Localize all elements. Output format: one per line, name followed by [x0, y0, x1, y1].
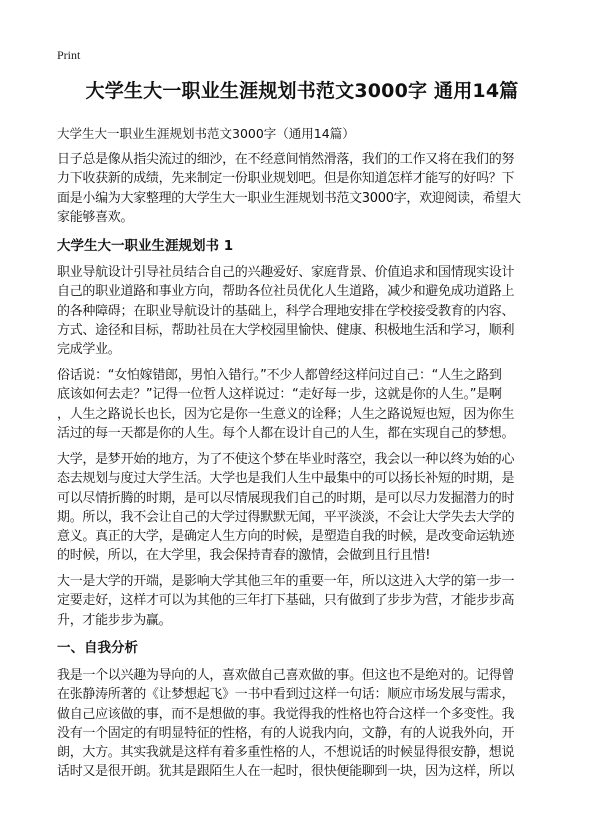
- section-heading-1: 大学生大一职业生涯规划书 1: [57, 238, 234, 254]
- text-line: 职业导航设计引导社员结合自己的兴趣爱好、家庭背景、价值追求和国情现实设计: [57, 265, 515, 280]
- text-line: 做自己应该做的事，而不是想做的事。我觉得我的性格也符合这样一个多变性。我: [57, 706, 515, 722]
- text-line: 家能够喜欢。: [57, 209, 134, 225]
- text-line: 活过的每一天都是你的人生。每个人都在设计自己的人生，都在实现自己的梦想。: [57, 425, 515, 441]
- text-line: 方式、途径和目标，帮助社员在大学校园里愉快、健康、积极地生活和学习，顺利: [57, 322, 515, 338]
- paragraph-2: [57, 366, 547, 443]
- text-line: 日子总是像从指尖流过的细沙，在不经意间悄然滑落，我们的工作又将在我们的努: [57, 152, 515, 167]
- text-line: 俗话说：“女怕嫁错郎，男怕入错行。”不少人都曾经这样问过自己：“人生之路到: [57, 368, 502, 383]
- text-line: 底该如何去走？”记得一位哲人这样说过：“走好每一步，这就是你的人生。”是啊: [57, 387, 502, 403]
- document-subtitle: 大学生大一职业生涯规划书范文3000字（通用14篇）: [57, 126, 355, 141]
- text-line: 的各种障碍；在职业导航设计的基础上，科学合理地安排在学校接受教育的内容、: [57, 303, 515, 319]
- text-line: 升，才能步步为赢。: [57, 612, 172, 628]
- paragraph-3: [57, 450, 547, 566]
- text-line: 大学，是梦开始的地方，为了不使这个梦在毕业时落空，我会以一种以终为始的心: [57, 452, 515, 467]
- paragraph-1: [57, 263, 547, 359]
- text-line: 的时候，所以，在大学里，我会保持青春的激情，会做到且行且惜!: [57, 548, 431, 564]
- intro-paragraph: [57, 150, 547, 227]
- paragraph-4: [57, 572, 547, 630]
- text-line: 力下收获新的成绩，先来制定一份职业规划吧。但是你知道怎样才能写的好吗？下: [57, 171, 515, 187]
- text-line: 定要走好，这样才可以为其他的三年打下基础，只有做到了步步为营，才能步步高: [57, 593, 515, 609]
- text-line: ，人生之路说长也长，因为它是你一生意义的诠释；人生之路说短也短，因为你生: [57, 406, 515, 422]
- document-title: 大学生大一职业生涯规划书范文3000字 通用14篇: [85, 80, 519, 102]
- text-line: 在张静涛所著的《让梦想起飞》一书中看到过这样一句话：顺应市场发展与需求，: [57, 687, 515, 703]
- section-heading-2: 一、自我分析: [57, 640, 138, 656]
- text-line: 话时又是很开朗。犹其是跟陌生人在一起时，很快便能聊到一块，因为这样，所以: [57, 764, 515, 780]
- text-line: 朗，大方。其实我就是这样有着多重性格的人，不想说话的时候显得很安静，想说: [57, 745, 515, 761]
- text-line: 意义。真正的大学，是确定人生方向的时候，是塑造自我的时候，是改变命运轨迹: [57, 529, 515, 545]
- text-line: 没有一个固定的有明显特征的性格，有的人说我内向，文静，有的人说我外向，开: [57, 725, 515, 741]
- text-line: 态去规划与度过大学生活。大学也是我们人生中最集中的可以扬长补短的时期，是: [57, 471, 515, 487]
- text-line: 期。所以，我不会让自己的大学过得默默无闻，平平淡淡，不会让大学失去大学的: [57, 509, 515, 525]
- text-line: 自己的职业道路和事业方向，帮助各位社员优化人生道路，减少和避免成功道路上: [57, 284, 515, 300]
- text-line: 完成学业。: [57, 342, 121, 358]
- text-line: 大一是大学的开端，是影响大学其他三年的重要一年，所以这进入大学的第一步一: [57, 574, 515, 589]
- print-link[interactable]: Print: [57, 48, 81, 62]
- text-line: 可以尽情折腾的时期，是可以尽情展现我们自己的时期，是可以尽力发掘潜力的时: [57, 490, 515, 506]
- text-line: 面是小编为大家整理的大学生大一职业生涯规划书范文3000字，欢迎阅读，希望大: [57, 190, 521, 206]
- paragraph-5: [57, 666, 547, 782]
- text-line: 我是一个以兴趣为导向的人，喜欢做自己喜欢做的事。但这也不是绝对的。记得曾: [57, 668, 515, 683]
